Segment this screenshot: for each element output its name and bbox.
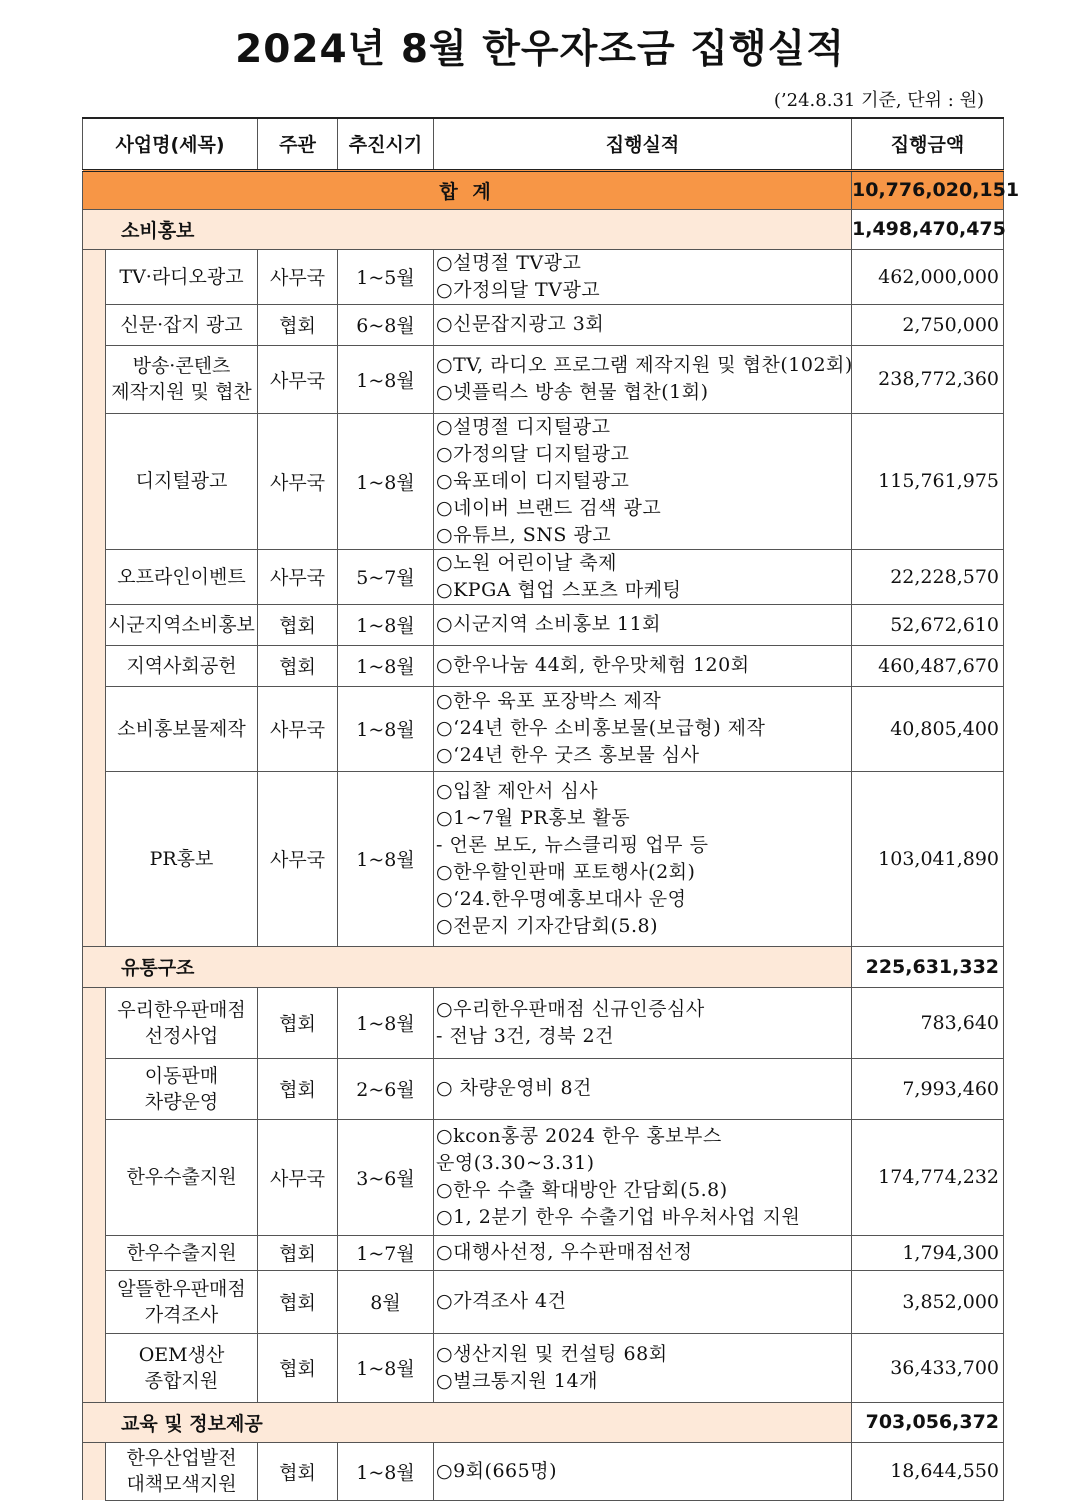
item-org: 사무국 [258, 549, 338, 604]
table-row [83, 345, 1004, 413]
item-performance [434, 1119, 852, 1235]
item-name-line: 이동판매 [144, 1064, 219, 1087]
performance-line: ○‘24년 한우 굿즈 홍보물 심사 [436, 744, 700, 766]
item-period: 1~8월 [338, 686, 434, 771]
item-name [106, 1442, 258, 1500]
item-amount: 1,794,300 [852, 1235, 1004, 1270]
item-period: 1~7월 [338, 1235, 434, 1270]
item-period: 2~6월 [338, 1058, 434, 1119]
item-name [106, 413, 258, 549]
item-performance [434, 1333, 852, 1402]
item-name [106, 686, 258, 771]
performance-line: ○시군지역 소비홍보 11회 [436, 613, 662, 635]
item-name [106, 1333, 258, 1402]
category-stripe [83, 1119, 106, 1235]
item-org: 협회 [258, 1235, 338, 1270]
performance-line: ○kcon홍콩 2024 한우 홍보부스 [436, 1125, 722, 1147]
item-amount: 2,750,000 [852, 304, 1004, 345]
item-org: 협회 [258, 604, 338, 645]
performance-line: ○‘24년 한우 소비홍보물(보급형) 제작 [436, 717, 766, 739]
item-org: 협회 [258, 645, 338, 686]
table-row [83, 987, 1004, 1058]
item-performance [434, 1442, 852, 1500]
item-amount: 7,993,460 [852, 1058, 1004, 1119]
item-name [106, 1270, 258, 1333]
item-name-line: 신문·잡지 광고 [120, 313, 243, 336]
item-performance [434, 345, 852, 413]
item-period: 6~8월 [338, 304, 434, 345]
table-row [83, 686, 1004, 771]
total-amount: 10,776,020,151 [852, 170, 1004, 209]
performance-line: ○네이버 브랜드 검색 광고 [436, 496, 662, 519]
header-period: 추진시기 [338, 118, 434, 170]
item-amount: 3,852,000 [852, 1270, 1004, 1333]
item-name-line: 디지털광고 [135, 470, 228, 492]
item-period: 1~8월 [338, 413, 434, 549]
header-amount: 집행금액 [852, 118, 1004, 170]
item-org: 협회 [258, 1333, 338, 1402]
item-org: 협회 [258, 987, 338, 1058]
performance-line: - 전남 3건, 경북 2건 [436, 1024, 614, 1047]
table-row [83, 1058, 1004, 1119]
item-name-line: 한우수출지원 [126, 1166, 237, 1188]
category-stripe [83, 686, 106, 771]
category-row [83, 209, 1004, 249]
performance-line: ○TV, 라디오 프로그램 제작지원 및 협찬(102회) [436, 354, 853, 376]
header-perf: 집행실적 [434, 118, 852, 170]
item-name-line: 대책모색지원 [126, 1473, 237, 1495]
item-period: 1~8월 [338, 345, 434, 413]
performance-line: ○신문잡지광고 3회 [436, 313, 605, 335]
table-row [83, 304, 1004, 345]
item-performance [434, 604, 852, 645]
performance-line: ○유튜브, SNS 광고 [436, 523, 612, 546]
performance-line: ○전문지 기자간담회(5.8) [436, 914, 659, 937]
category-stripe [83, 1235, 106, 1270]
performance-line: ○‘24.한우명예홍보대사 운영 [436, 887, 687, 910]
item-name [106, 604, 258, 645]
table-row [83, 1119, 1004, 1235]
category-stripe [83, 249, 106, 304]
total-label: 합 계 [83, 170, 852, 209]
category-amount: 1,498,470,475 [852, 209, 1004, 249]
item-org: 협회 [258, 304, 338, 345]
item-performance [434, 549, 852, 604]
category-stripe [83, 304, 106, 345]
item-name [106, 249, 258, 304]
category-stripe [83, 645, 106, 686]
table-body [83, 170, 1020, 1500]
item-performance [434, 1270, 852, 1333]
item-amount: 115,761,975 [852, 413, 1004, 549]
item-name-line: 시군지역소비홍보 [108, 613, 255, 636]
category-row [83, 946, 1004, 987]
category-row [83, 1402, 1004, 1442]
category-stripe [83, 1442, 106, 1500]
performance-line: ○한우나눔 44회, 한우맛체험 120회 [436, 654, 750, 676]
category-stripe [83, 771, 106, 946]
item-org: 협회 [258, 1058, 338, 1119]
item-name-line: 우리한우판매점 [117, 998, 246, 1021]
item-name-line: 오프라인이벤트 [117, 565, 246, 588]
item-period: 5~7월 [338, 549, 434, 604]
item-org: 사무국 [258, 249, 338, 304]
item-name [106, 304, 258, 345]
item-name-line: 지역사회공헌 [126, 654, 237, 677]
item-period: 1~5월 [338, 249, 434, 304]
category-stripe [83, 987, 106, 1058]
category-stripe [83, 549, 106, 604]
item-performance [434, 413, 852, 549]
item-period: 1~8월 [338, 1442, 434, 1500]
performance-line: ○대행사선정, 우수판매점선정 [436, 1241, 693, 1263]
performance-line: ○가정의달 TV광고 [436, 278, 601, 301]
item-amount: 462,000,000 [852, 249, 1004, 304]
unit-note: (’24.8.31 기준, 단위 : 원) [773, 90, 984, 111]
performance-line: ○한우 수출 확대방안 간담회(5.8) [436, 1179, 728, 1201]
item-name [106, 549, 258, 604]
execution-table [82, 117, 1020, 1501]
header-row [83, 118, 1004, 170]
item-name-line: 알뜰한우판매점 [117, 1277, 246, 1300]
table-row [83, 413, 1004, 549]
performance-line: ○넷플릭스 방송 현물 협찬(1회) [436, 381, 709, 403]
item-name-line: 소비홍보물제작 [117, 717, 246, 740]
item-amount: 174,774,232 [852, 1119, 1004, 1235]
item-period: 8월 [338, 1270, 434, 1333]
performance-line: ○한우할인판매 포토행사(2회) [436, 860, 696, 883]
category-stripe [83, 1333, 106, 1402]
item-amount: 103,041,890 [852, 771, 1004, 946]
performance-line: ○1, 2분기 한우 수출기업 바우처사업 지원 [436, 1206, 801, 1228]
item-period: 1~8월 [338, 771, 434, 946]
item-name-line: 차량운영 [144, 1090, 219, 1113]
item-org: 사무국 [258, 413, 338, 549]
performance-line: ○9회(665명) [436, 1459, 557, 1482]
item-org: 사무국 [258, 345, 338, 413]
item-period: 1~8월 [338, 604, 434, 645]
table-row [83, 1442, 1004, 1500]
table-row [83, 1235, 1004, 1270]
performance-line: ○설명절 TV광고 [436, 251, 582, 274]
category-name: 유통구조 [83, 946, 852, 987]
item-performance [434, 304, 852, 345]
performance-line: ○가격조사 4건 [436, 1290, 567, 1312]
item-name [106, 345, 258, 413]
performance-line: ○노원 어린이날 축제 [436, 551, 618, 574]
performance-line: ○입찰 제안서 심사 [436, 779, 599, 802]
category-stripe [83, 1270, 106, 1333]
header-org: 주관 [258, 118, 338, 170]
category-stripe [83, 345, 106, 413]
performance-line: ○한우 육포 포장박스 제작 [436, 690, 662, 712]
item-name-line: TV·라디오광고 [119, 265, 244, 288]
item-name-line: PR홍보 [149, 847, 214, 870]
item-performance [434, 987, 852, 1058]
item-amount: 40,805,400 [852, 686, 1004, 771]
item-period: 1~8월 [338, 645, 434, 686]
item-amount: 52,672,610 [852, 604, 1004, 645]
item-period: 3~6월 [338, 1119, 434, 1235]
item-org: 사무국 [258, 1119, 338, 1235]
item-name-line: OEM생산 [138, 1343, 225, 1366]
item-name [106, 771, 258, 946]
category-amount: 703,056,372 [852, 1402, 1004, 1442]
item-period: 1~8월 [338, 1333, 434, 1402]
performance-line: ○가정의달 디지털광고 [436, 442, 630, 465]
item-org: 사무국 [258, 686, 338, 771]
item-amount: 783,640 [852, 987, 1004, 1058]
item-amount: 18,644,550 [852, 1442, 1004, 1500]
performance-line: ○ 차량운영비 8건 [436, 1077, 592, 1099]
total-row [83, 170, 1004, 209]
table-row [83, 771, 1004, 946]
item-name-line: 종합지원 [144, 1369, 219, 1392]
item-performance [434, 1058, 852, 1119]
item-name [106, 1119, 258, 1235]
table-row [83, 549, 1004, 604]
table-row [83, 604, 1004, 645]
performance-line: ○생산지원 및 컨설팅 68회 [436, 1342, 668, 1365]
item-org: 협회 [258, 1442, 338, 1500]
item-name [106, 1235, 258, 1270]
performance-line: ○우리한우판매점 신규인증심사 [436, 997, 705, 1020]
item-name-line: 제작지원 및 협찬 [111, 381, 252, 403]
item-period: 1~8월 [338, 987, 434, 1058]
item-org: 협회 [258, 1270, 338, 1333]
item-name-line: 한우수출지원 [126, 1241, 237, 1264]
item-amount: 36,433,700 [852, 1333, 1004, 1402]
item-org: 사무국 [258, 771, 338, 946]
category-amount: 225,631,332 [852, 946, 1004, 987]
item-amount: 460,487,670 [852, 645, 1004, 686]
performance-line: ○1~7월 PR홍보 활동 [436, 806, 631, 829]
item-performance [434, 645, 852, 686]
item-name [106, 987, 258, 1058]
category-name: 교육 및 정보제공 [83, 1402, 852, 1442]
item-name [106, 1058, 258, 1119]
page-title: 2024년 8월 한우자조금 집행실적 [235, 27, 845, 72]
item-performance [434, 686, 852, 771]
category-stripe [83, 413, 106, 549]
item-name-line: 한우산업발전 [126, 1447, 237, 1469]
performance-line: ○설명절 디지털광고 [436, 415, 611, 438]
item-amount: 22,228,570 [852, 549, 1004, 604]
category-name: 소비홍보 [83, 209, 852, 249]
item-performance [434, 1235, 852, 1270]
table-row [83, 645, 1004, 686]
table-row [83, 1333, 1004, 1402]
item-name-line: 가격조사 [144, 1303, 219, 1326]
table-row [83, 249, 1004, 304]
performance-line: ○벌크통지원 14개 [436, 1369, 598, 1392]
item-performance [434, 249, 852, 304]
item-name [106, 645, 258, 686]
item-performance [434, 771, 852, 946]
item-name-line: 방송·콘텐츠 [132, 355, 231, 377]
table-row [83, 1270, 1004, 1333]
performance-line: ○육포데이 디지털광고 [436, 469, 630, 492]
item-name-line: 선정사업 [144, 1024, 219, 1047]
performance-line: 운영(3.30~3.31) [436, 1152, 595, 1174]
item-amount: 238,772,360 [852, 345, 1004, 413]
category-stripe [83, 604, 106, 645]
category-stripe [83, 1058, 106, 1119]
performance-line: - 언론 보도, 뉴스클리핑 업무 등 [436, 833, 709, 856]
performance-line: ○KPGA 협업 스포츠 마케팅 [436, 578, 682, 601]
header-name: 사업명(세목) [83, 118, 258, 170]
